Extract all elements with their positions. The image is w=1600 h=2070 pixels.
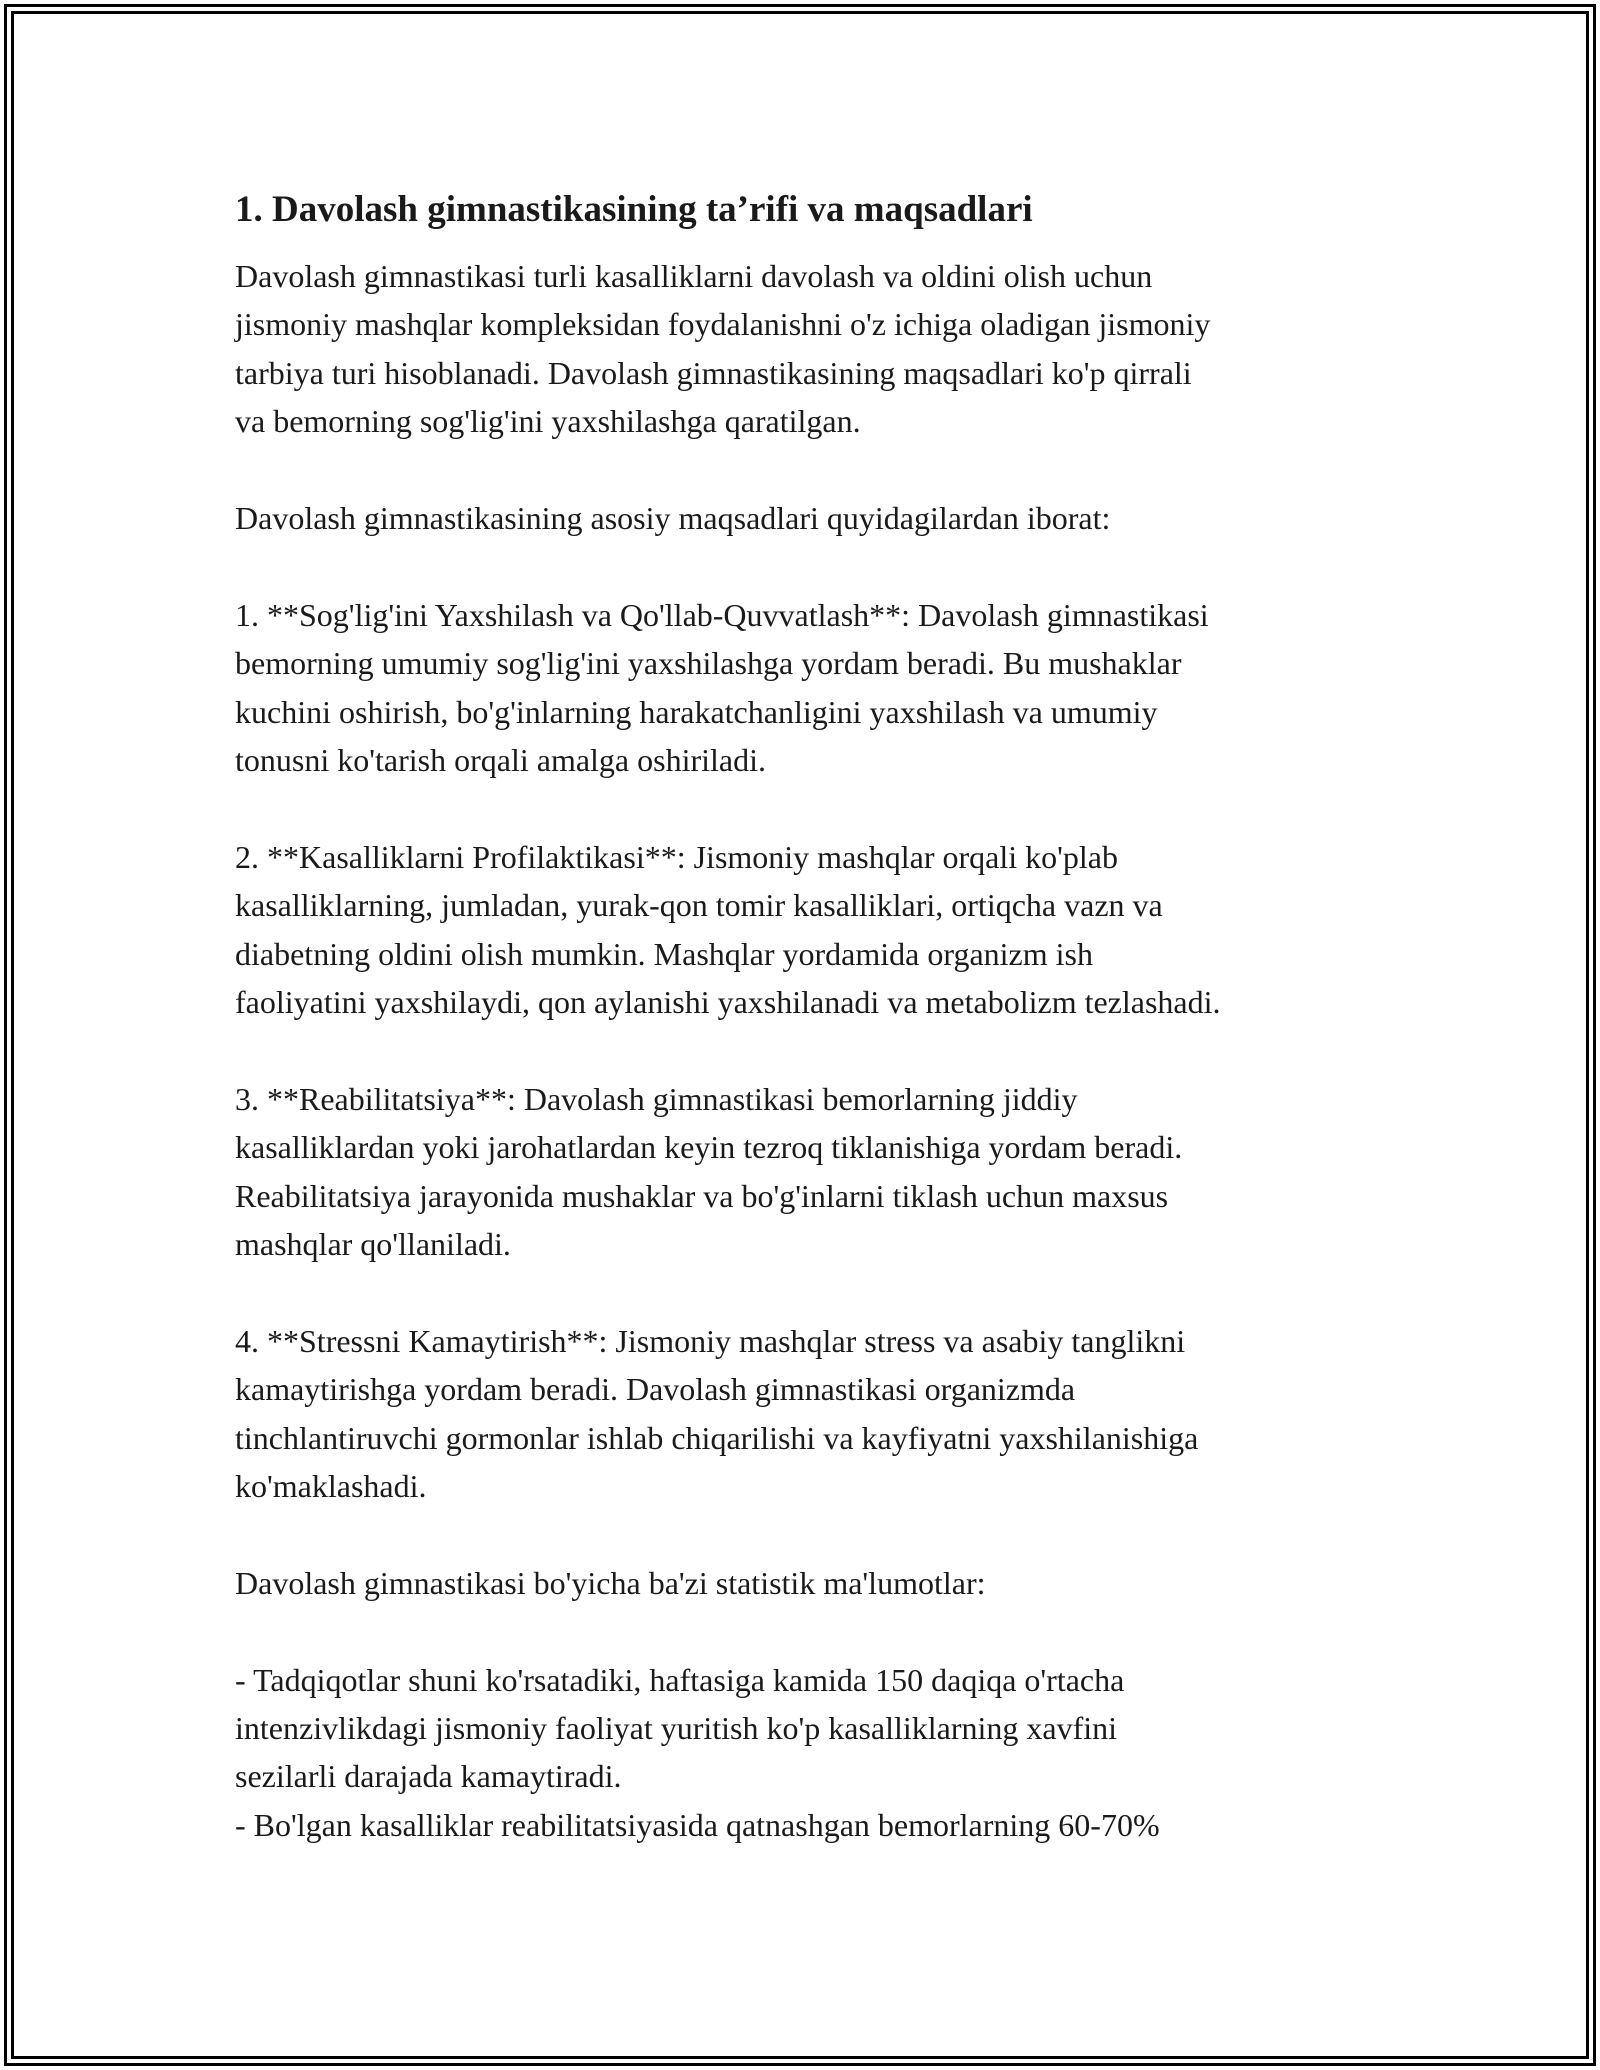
text-line: jismoniy mashqlar kompleksidan foydalanishni o'z ichiga oladigan jismoniy	[235, 306, 1211, 343]
text-line: tonusni ko'tarish orqali amalga oshiriladi.	[235, 742, 766, 779]
text-line: tarbiya turi hisoblanadi. Davolash gimnastikasining maqsadlari ko'p qirrali	[235, 354, 1192, 391]
list-item-health	[235, 591, 1385, 785]
list-item-rehabilitation	[235, 1075, 1385, 1269]
text-line: va bemorning sog'lig'ini yaxshilashga qaratilgan.	[235, 403, 861, 440]
text-line: kuchini oshirish, bo'g'inlarning harakatchanligini yaxshilash va umumiy	[235, 693, 1158, 730]
document-body	[235, 186, 1385, 1849]
text-line: - Tadqiqotlar shuni ko'rsatadiki, haftasiga kamida 150 daqiqa o'rtacha	[235, 1661, 1125, 1698]
text-line: Davolash gimnastikasi turli kasalliklarni davolash va oldini olish uchun	[235, 258, 1153, 294]
text-line: kamaytirishga yordam beradi. Davolash gimnastikasi organizmda	[235, 1371, 1076, 1408]
section-heading: 1. Davolash gimnastikasining ta’rifi va maqsadlari	[235, 189, 1033, 230]
list-item-prevention	[235, 833, 1385, 1027]
text-line: Davolash gimnastikasi bo'yicha ba'zi statistik ma'lumotlar:	[235, 1564, 986, 1601]
statistics-list	[235, 1656, 1385, 1850]
text-line: 1. **Sog'lig'ini Yaxshilash va Qo'llab-Quvvatlash**: Davolash gimnastikasi	[235, 596, 1209, 633]
text-line: 2. **Kasalliklarni Profilaktikasi**: Jismoniy mashqlar orqali ko'plab	[235, 838, 1118, 875]
paragraph-intro	[235, 252, 1385, 446]
text-line: kasalliklarning, jumladan, yurak-qon tomir kasalliklari, ortiqcha vazn va	[235, 887, 1163, 924]
text-line: 4. **Stressni Kamaytirish**: Jismoniy mashqlar stress va asabiy tanglikni	[235, 1322, 1186, 1359]
text-line: mashqlar qo'llaniladi.	[235, 1226, 511, 1263]
text-line: ko'maklashadi.	[235, 1468, 427, 1505]
text-line: Davolash gimnastikasining asosiy maqsadlari quyidagilardan iborat:	[235, 500, 1111, 537]
paragraph-statistics-intro	[235, 1559, 1385, 1607]
text-line: 3. **Reabilitatsiya**: Davolash gimnastikasi bemorlarning jiddiy	[235, 1080, 1078, 1117]
text-line: diabetning oldini olish mumkin. Mashqlar yordamida organizm ish	[235, 935, 1093, 972]
text-line: Reabilitatsiya jarayonida mushaklar va bo'g'inlarni tiklash uchun maxsus	[235, 1177, 1169, 1214]
text-line: kasalliklardan yoki jarohatlardan keyin tezroq tiklanishiga yordam beradi.	[235, 1129, 1183, 1166]
text-line: faoliyatini yaxshilaydi, qon aylanishi yaxshilanadi va metabolizm tezlashadi.	[235, 984, 1221, 1021]
text-line: - Bo'lgan kasalliklar reabilitatsiyasida qatnashgan bemorlarning 60-70%	[235, 1806, 1160, 1843]
text-line: sezilarli darajada kamaytiradi.	[235, 1758, 622, 1795]
text-line: bemorning umumiy sog'lig'ini yaxshilashga yordam beradi. Bu mushaklar	[235, 645, 1182, 682]
text-line: tinchlantiruvchi gormonlar ishlab chiqarilishi va kayfiyatni yaxshilanishiga	[235, 1419, 1199, 1456]
list-item-stress	[235, 1317, 1385, 1511]
text-line: intenzivlikdagi jismoniy faoliyat yuritish ko'p kasalliklarning xavfini	[235, 1710, 1118, 1747]
paragraph-goals-intro	[235, 494, 1385, 542]
